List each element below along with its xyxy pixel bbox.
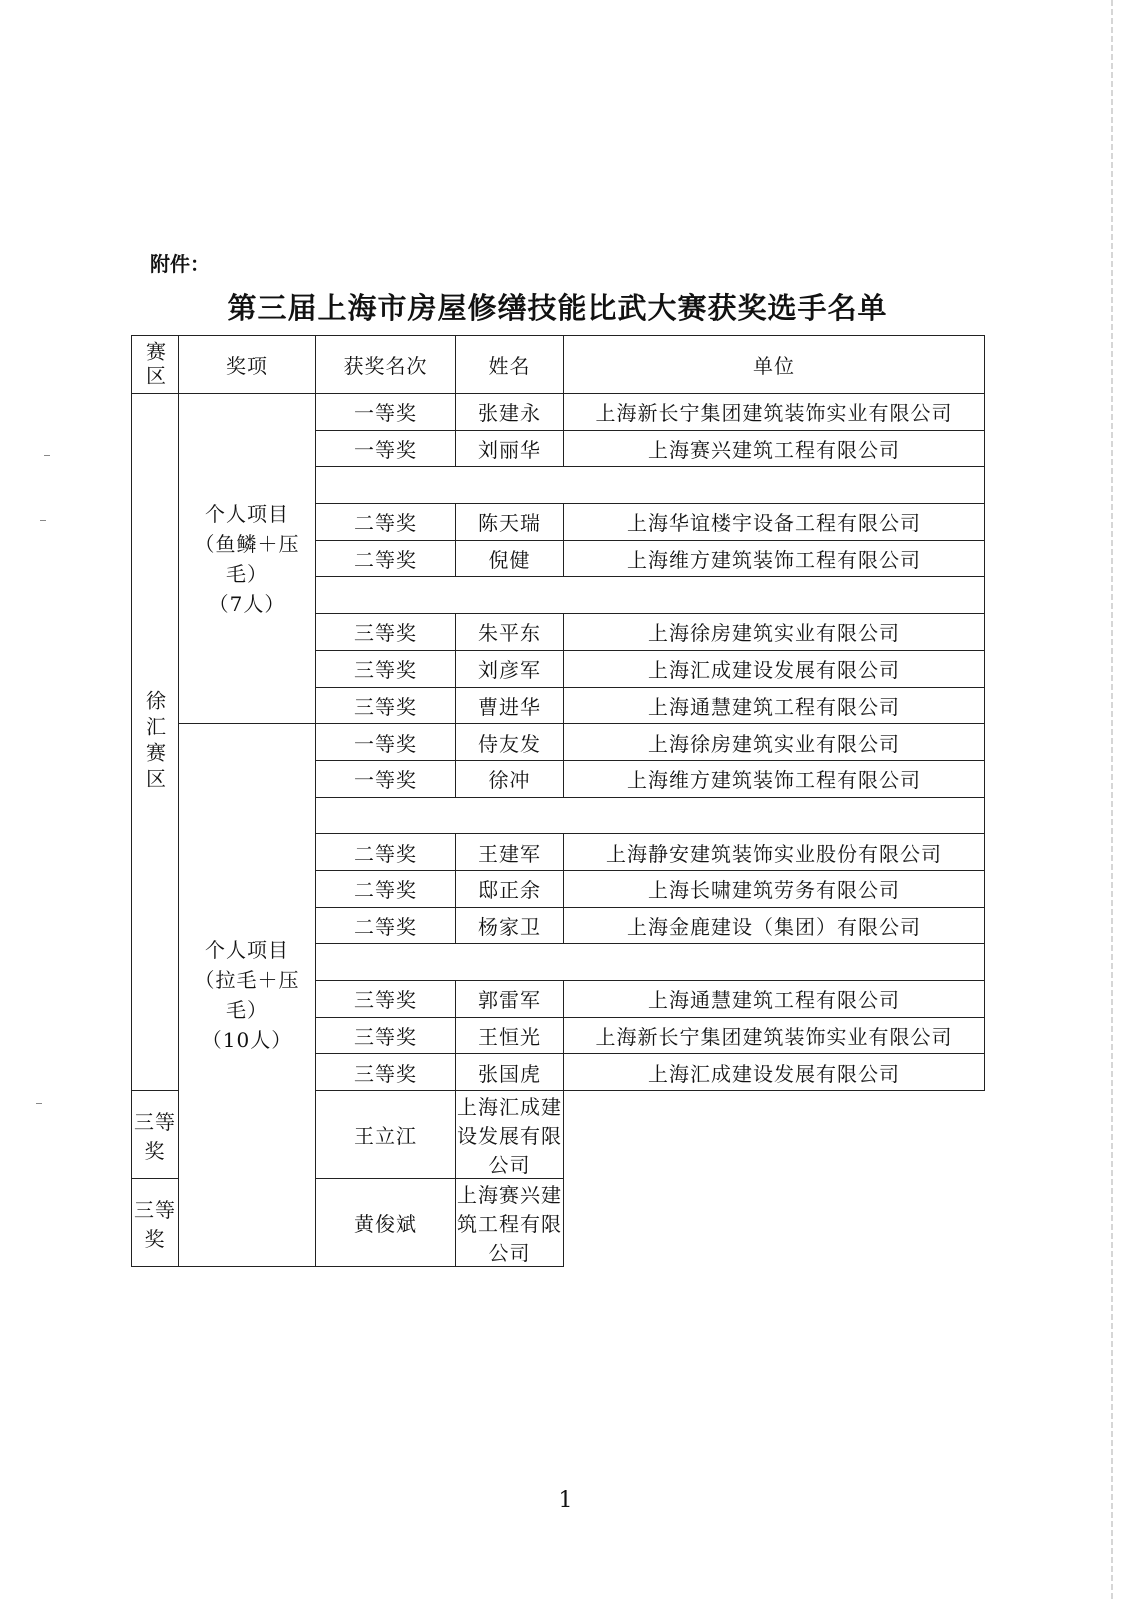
scan-speck [40, 520, 46, 521]
name-cell: 邸正余 [456, 870, 564, 907]
header-item: 奖项 [179, 336, 316, 394]
scan-speck [44, 455, 50, 456]
item-line: （鱼鳞＋压 [194, 531, 300, 556]
name-cell: 王恒光 [456, 1017, 564, 1054]
unit-cell: 上海赛兴建筑工程有限公司 [564, 430, 985, 467]
item-line: （拉毛＋压 [194, 968, 300, 993]
scan-edge-divider [1111, 0, 1113, 1600]
region-cell: 徐汇赛区 [132, 394, 179, 1091]
name-cell: 刘彦军 [456, 650, 564, 687]
scan-speck [36, 1103, 42, 1104]
rank-cell: 三等奖 [316, 1017, 456, 1054]
rank-cell: 三等奖 [316, 1054, 456, 1091]
rank-cell: 三等奖 [132, 1091, 179, 1179]
item-cell [179, 724, 316, 1267]
table-row [132, 724, 985, 761]
page-title: 第三届上海市房屋修缮技能比武大赛获奖选手名单 [227, 291, 888, 325]
name-cell: 张建永 [456, 394, 564, 431]
rank-cell: 一等奖 [316, 724, 456, 761]
name-cell: 徐冲 [456, 760, 564, 797]
rank-cell: 一等奖 [316, 760, 456, 797]
name-cell: 倪健 [456, 540, 564, 577]
rank-cell: 一等奖 [316, 430, 456, 467]
rank-cell: 三等奖 [316, 650, 456, 687]
blank-cell [316, 577, 985, 614]
unit-cell: 上海金鹿建设（集团）有限公司 [564, 907, 985, 944]
item-cell [179, 394, 316, 724]
name-cell: 曹进华 [456, 687, 564, 724]
rank-cell: 二等奖 [316, 540, 456, 577]
rank-cell: 三等奖 [316, 687, 456, 724]
rank-cell: 一等奖 [316, 394, 456, 431]
header-rank: 获奖名次 [316, 336, 456, 394]
rank-cell: 三等奖 [316, 981, 456, 1018]
name-cell: 张国虎 [456, 1054, 564, 1091]
unit-cell: 上海通慧建筑工程有限公司 [564, 981, 985, 1018]
name-cell: 刘丽华 [456, 430, 564, 467]
header-unit: 单位 [564, 336, 985, 394]
header-name: 姓名 [456, 336, 564, 394]
unit-cell: 上海赛兴建筑工程有限公司 [456, 1179, 564, 1267]
attachment-label: 附件： [150, 252, 210, 276]
blank-cell [316, 944, 985, 981]
name-cell: 朱平东 [456, 614, 564, 651]
name-cell: 王建军 [456, 834, 564, 871]
unit-cell: 上海徐房建筑实业有限公司 [564, 614, 985, 651]
item-line: 毛） [226, 998, 268, 1023]
unit-cell: 上海静安建筑装饰实业股份有限公司 [564, 834, 985, 871]
unit-cell: 上海汇成建设发展有限公司 [564, 1054, 985, 1091]
unit-cell: 上海维方建筑装饰工程有限公司 [564, 760, 985, 797]
blank-cell [316, 467, 985, 504]
unit-cell: 上海华谊楼宇设备工程有限公司 [564, 504, 985, 541]
unit-cell: 上海汇成建设发展有限公司 [564, 650, 985, 687]
rank-cell: 二等奖 [316, 907, 456, 944]
rank-cell: 二等奖 [316, 834, 456, 871]
header-region: 赛区 [132, 336, 179, 394]
unit-cell: 上海长啸建筑劳务有限公司 [564, 870, 985, 907]
page-number: 1 [558, 1488, 573, 1513]
item-line: 个人项目 [205, 938, 289, 963]
unit-cell: 上海汇成建设发展有限公司 [456, 1091, 564, 1179]
rank-cell: 三等奖 [132, 1179, 179, 1267]
item-line: 个人项目 [205, 501, 289, 526]
unit-cell: 上海通慧建筑工程有限公司 [564, 687, 985, 724]
name-cell: 侍友发 [456, 724, 564, 761]
unit-cell: 上海新长宁集团建筑装饰实业有限公司 [564, 394, 985, 431]
name-cell: 黄俊斌 [316, 1179, 456, 1267]
name-cell: 郭雷军 [456, 981, 564, 1018]
item-line: 毛） [226, 561, 268, 586]
blank-cell [316, 797, 985, 834]
rank-cell: 二等奖 [316, 504, 456, 541]
name-cell: 王立江 [316, 1091, 456, 1179]
rank-cell: 二等奖 [316, 870, 456, 907]
table-header-row [132, 336, 985, 394]
awards-table [131, 335, 985, 1267]
item-line: （7人） [208, 591, 286, 616]
unit-cell: 上海新长宁集团建筑装饰实业有限公司 [564, 1017, 985, 1054]
name-cell: 陈天瑞 [456, 504, 564, 541]
unit-cell: 上海徐房建筑实业有限公司 [564, 724, 985, 761]
item-line: （10人） [201, 1028, 293, 1053]
table-row [132, 394, 985, 431]
rank-cell: 三等奖 [316, 614, 456, 651]
unit-cell: 上海维方建筑装饰工程有限公司 [564, 540, 985, 577]
name-cell: 杨家卫 [456, 907, 564, 944]
